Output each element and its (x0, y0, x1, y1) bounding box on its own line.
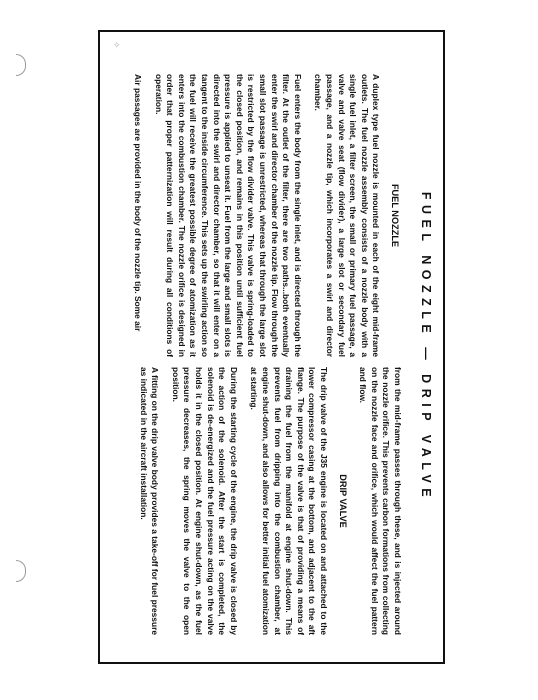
drip-valve-paragraph: A fitting on the drip valve body provides a take-off for fuel pressure as indicated in the aircraft installation. (138, 367, 161, 635)
fuel-nozzle-paragraph: A duplex type fuel nozzle is mounted in each of the eight mid-frame outlets. The fuel nozzle assembly consists of a nozzle body with a single fuel inlet, a filter screen, the small or primary fuel passage, a valve and valve seat (flow divider), a large slot or secondary fuel passage, and a nozzle tip, which incorporates a swirl and director chamber. (313, 74, 382, 357)
page-mark: ✧ (113, 40, 121, 50)
fuel-nozzle-heading: FUEL NOZZLE (390, 183, 400, 248)
page-frame (98, 30, 445, 664)
fuel-nozzle-paragraph: Air passages are provided in the body of the nozzle tip. Some air (133, 74, 144, 332)
continuation-paragraph: from the mid-frame passes through these, and is injected around the nozzle orifice. This prevents carbon formations from collecting on the nozzle face and orifice, which would affect the fuel pattern and flow. (358, 367, 403, 635)
binder-hole-bottom (16, 560, 26, 582)
column-left (123, 74, 403, 357)
drip-valve-paragraph: During the starting cycle of the engine, the drip valve is closed by the action of the solenoid. After the start is completed, the solenoid is de-energized and the fuel pressure acting on the valve holds it in the closed position. At engine shut-down, as the fuel pressure decreases, the spring moves the valve to the open position. (170, 367, 239, 635)
fuel-nozzle-paragraph: Fuel enters the body from the single inlet, and is directed through the filter. At the outlet of the filter, there are two paths...both eventually enter the swirl and director chamber of the nozzle tip. Flow through the small slot passage is unrestricted, whereas that through the large slot is restricted by the flow divider valve. This valve is spring-loaded to the closed position, and remains in this position until sufficient fuel pressure is applied to unseat it. Fuel from the large and small slots is directed into the swirl and director chamber, so that it will enter on a tangent to the inside circumference. This sets up the swirling action so the fuel will receive the greatest possible degree of atomization as it enters into the combustion chamber. The nozzle orifice is designed in order that proper patternization will result during all conditions of operation. (153, 74, 303, 357)
drip-valve-paragraph: The drip valve of the J35 engine is located on and attached to the lower compressor casing at the bottom, and adjacent to the aft flange. The purpose of the valve is that of providing a means of draining the fuel from the manifold at engine shut-down. This prevents fuel from dripping into the combustion chamber, at engine shut-down, and also allows for better initial fuel atomization at starting. (249, 367, 330, 635)
drip-valve-heading: DRIP VALVE (337, 474, 348, 528)
column-right (128, 367, 403, 635)
binder-hole-top (16, 54, 26, 76)
page-title: FUEL NOZZLE — DRIP VALVE (419, 191, 433, 503)
rotated-page-content (100, 32, 443, 662)
